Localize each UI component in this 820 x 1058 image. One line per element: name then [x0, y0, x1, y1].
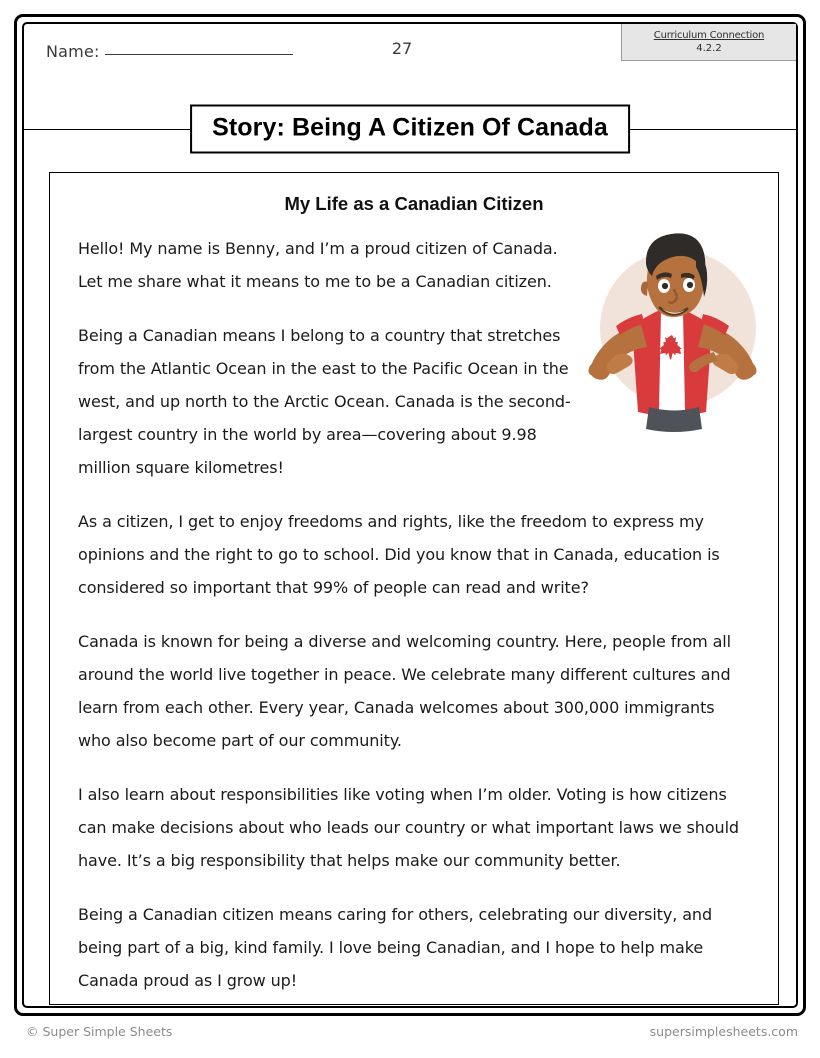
story-paragraph: Canada is known for being a diverse and welcoming country. Here, people from all around the world live together in peace. We celebrate many different cultures and learn from each other. Every year, Canada welcomes about 300,000 immigrants who also become part of our community.	[78, 632, 732, 750]
worksheet-header	[24, 24, 796, 88]
story-content-box	[49, 172, 779, 1005]
page-number: 27	[391, 39, 413, 58]
page-title: Story: Being A Citizen Of Canada	[212, 113, 608, 142]
citizen-illustration	[586, 224, 762, 436]
story-paragraph: Being a Canadian citizen means caring for others, celebrating our diversity, and being part of a big, kind family. I love being Canadian, and I hope to help make Canada proud as I grow up!	[78, 905, 713, 990]
page-border-inner	[22, 22, 798, 1008]
story-paragraph: Hello! My name is Benny, and I’m a proud citizen of Canada. Let me share what it means to me to be a Canadian citizen.	[78, 239, 558, 291]
story-paragraph: As a citizen, I get to enjoy freedoms and rights, like the freedom to express my opinions and the right to go to school. Did you know that in Canada, education is considered so important that 99% of people can read and write?	[78, 512, 720, 597]
story-body	[50, 232, 778, 997]
story-heading: My Life as a Canadian Citizen	[284, 193, 544, 214]
worksheet-title-box	[190, 105, 630, 154]
page-border-outer	[14, 14, 806, 1016]
curriculum-connection-code: 4.2.2	[696, 43, 722, 54]
website-link[interactable]: supersimplesheets.com	[649, 1024, 798, 1039]
story-paragraph: Being a Canadian means I belong to a country that stretches from the Atlantic Ocean in the east to the Pacific Ocean in the west, and up north to the Arctic Ocean. Canada is the second-largest country in the world by area—covering about 9.98 million square kilometres!	[78, 326, 571, 477]
name-label: Name:	[46, 42, 100, 61]
title-band	[24, 113, 796, 142]
worksheet-footer	[22, 1024, 798, 1044]
curriculum-connection-badge	[621, 24, 796, 61]
copyright-text: © Super Simple Sheets	[26, 1024, 173, 1039]
story-paragraph: I also learn about responsibilities like voting when I’m older. Voting is how citizens can make decisions about who leads our country or what important laws we should have. It’s a big responsibility that helps make our community better.	[78, 785, 739, 870]
curriculum-connection-label: Curriculum Connection	[653, 30, 765, 41]
